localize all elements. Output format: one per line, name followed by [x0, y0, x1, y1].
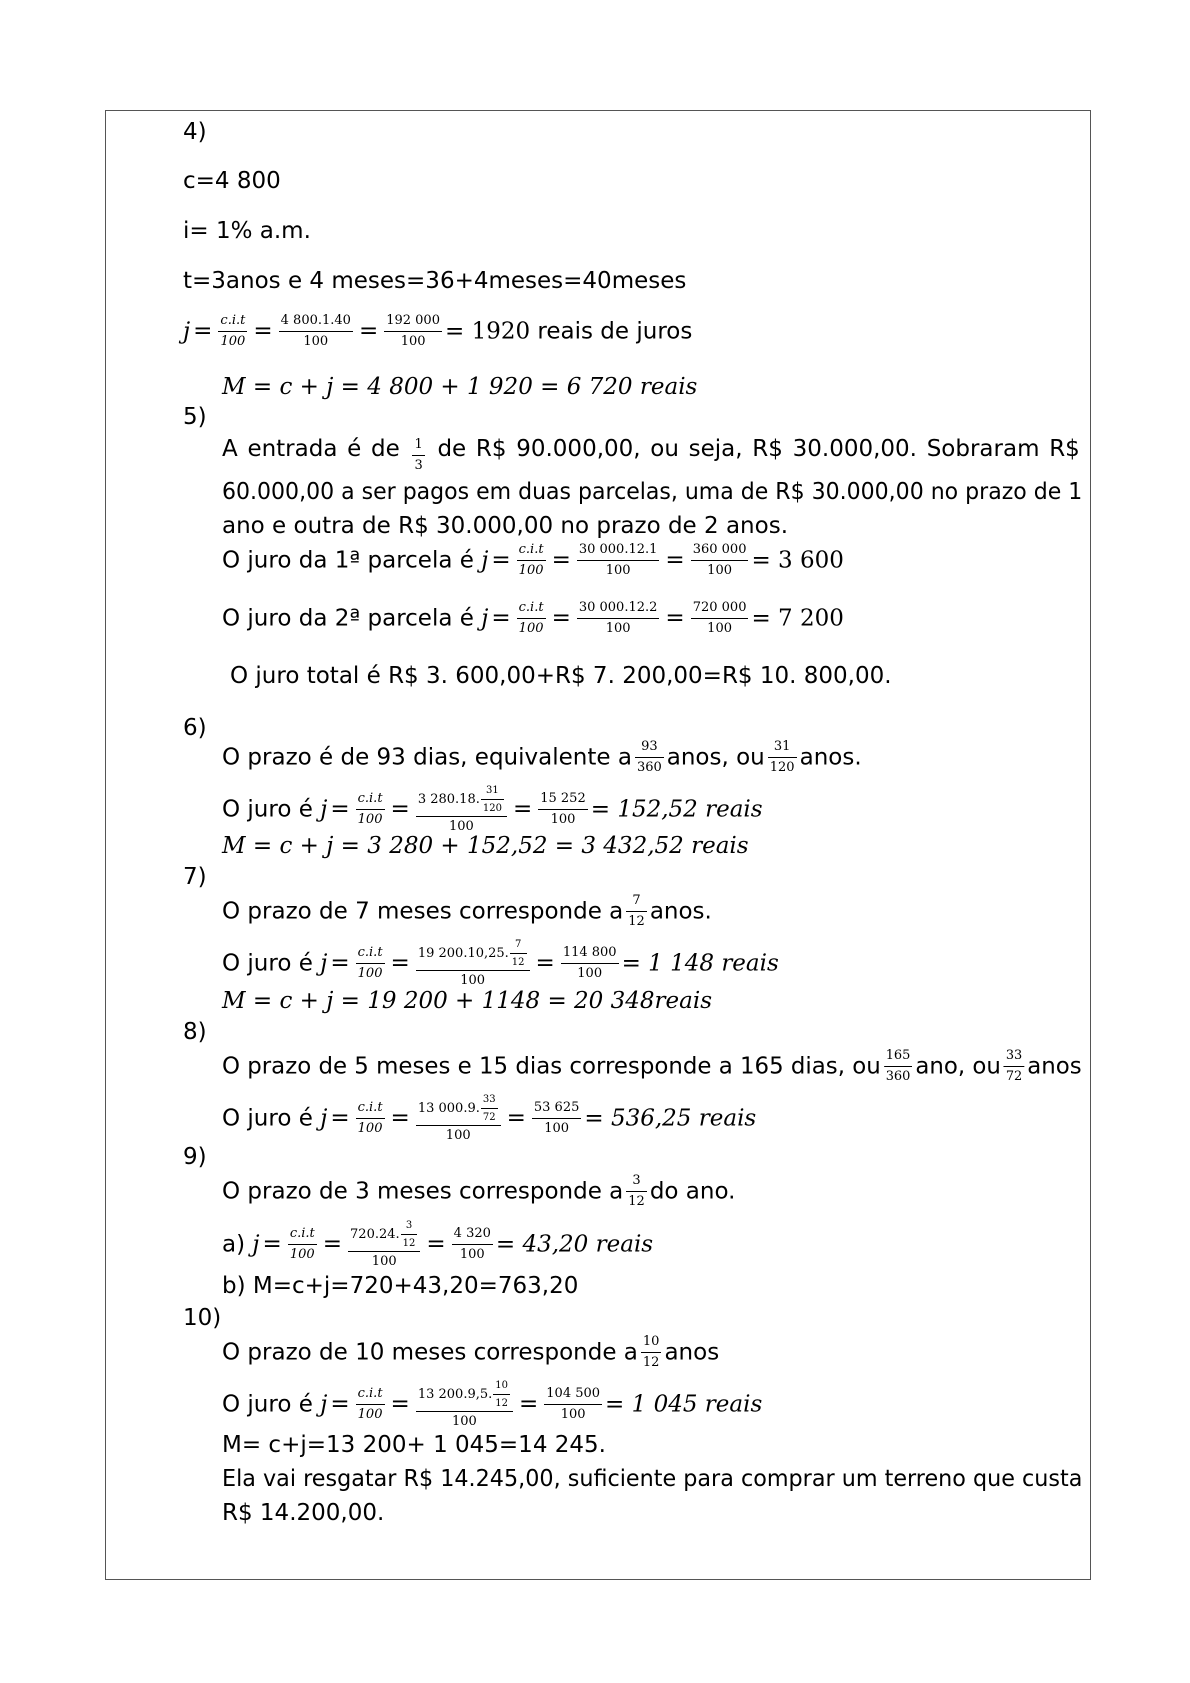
paragraph-line: A entrada é de $\frac{1}{3}$ de R$ 90.000,00, ou seja, R$ 30.000,00. Sobraram R$: [222, 436, 1080, 473]
amount-line: b) M=c+j=720+43,20=763,20: [222, 1273, 579, 1299]
total-interest-line: O juro total é R$ 3. 600,00+R$ 7. 200,00=R$ 10. 800,00.: [230, 663, 892, 689]
paragraph-line: 60.000,00 a ser pagos em duas parcelas, uma de R$ 30.000,00 no prazo de 1: [222, 479, 1083, 505]
amount-equation: M = c + j = 19 200 + 1148 = 20 348reais: [222, 988, 712, 1014]
amount-equation: M = c + j = 3 280 + 152,52 = 3 432,52 reais: [222, 833, 749, 859]
paragraph-line: O prazo de 10 meses corresponde a $\frac{10}{12}$ anos: [222, 1334, 720, 1370]
paragraph-line: ano e outra de R$ 30.000,00 no prazo de 2 anos.: [222, 513, 789, 539]
question-number: 4): [183, 119, 207, 145]
paragraph-line: O prazo é de 93 dias, equivalente a $\frac{93}{360}$ anos, ou $\frac{31}{120}$ anos.: [222, 739, 862, 775]
interest-equation: O juro é j = $\frac{c.i.t}{100}$ = 19 200.10,25. $\frac{7}{12}$ 100 = $\frac{114 800}{100}$ = 1 148 reais: [222, 939, 779, 988]
question-number: 9): [183, 1144, 207, 1170]
question-number: 10): [183, 1305, 222, 1331]
time-line: t=3anos e 4 meses=36+4meses=40meses: [183, 268, 687, 294]
amount-equation: M = c + j = 4 800 + 1 920 = 6 720 reais: [222, 374, 698, 400]
interest-equation: a) j = $\frac{c.i.t}{100}$ = 720.24. $\frac{3}{12}$ 100 = $\frac{4 320}{100}$ = 43,20 reais: [222, 1220, 654, 1269]
paragraph-line: O prazo de 7 meses corresponde a $\frac{7}{12}$ anos.: [222, 893, 712, 929]
question-number: 8): [183, 1019, 207, 1045]
amount-line: M= c+j=13 200+ 1 045=14 245.: [222, 1432, 606, 1458]
interest-equation: O juro é j = $\frac{c.i.t}{100}$ = 3 280.18. $\frac{31}{120}$ 100 = $\frac{15 252}{100}$ = 152,52 reais: [222, 785, 763, 834]
paragraph-line: O prazo de 5 meses e 15 dias corresponde a 165 dias, ou $\frac{165}{360}$ ano, ou $\frac{33}{72}$ anos: [222, 1048, 1082, 1084]
interest-equation: O juro é j = $\frac{c.i.t}{100}$ = 13 000.9. $\frac{33}{72}$ 100 = $\frac{53 625}{100}$ = 536,25 reais: [222, 1094, 757, 1143]
interest-equation: O juro da 1ª parcela é j = $\frac{c.i.t}{100}$ = $\frac{30 000.12.1}{100}$ = $\frac{360 000}{100}$ = 3 600: [222, 542, 844, 578]
paragraph-line: O prazo de 3 meses corresponde a $\frac{3}{12}$ do ano.: [222, 1173, 736, 1209]
capital-line: c=4 800: [183, 168, 281, 194]
paragraph-line: Ela vai resgatar R$ 14.245,00, suficiente para comprar um terreno que custa: [222, 1466, 1083, 1492]
interest-equation: O juro da 2ª parcela é j = $\frac{c.i.t}{100}$ = $\frac{30 000.12.2}{100}$ = $\frac{720 000}{100}$ = 7 200: [222, 600, 844, 636]
interest-equation: O juro é j = $\frac{c.i.t}{100}$ = 13 200.9,5. $\frac{10}{12}$ 100 = $\frac{104 500}{100}$ = 1 045 reais: [222, 1380, 763, 1429]
question-number: 7): [183, 864, 207, 890]
paragraph-line: R$ 14.200,00.: [222, 1500, 385, 1526]
interest-equation: j = $\frac{c.i.t}{100}$ = $\frac{4 800.1.40}{100}$ = $\frac{192 000}{100}$ = 1920 reais de juros: [183, 313, 693, 349]
question-number: 5): [183, 404, 207, 430]
question-number: 6): [183, 715, 207, 741]
rate-line: i= 1% a.m.: [183, 218, 311, 244]
